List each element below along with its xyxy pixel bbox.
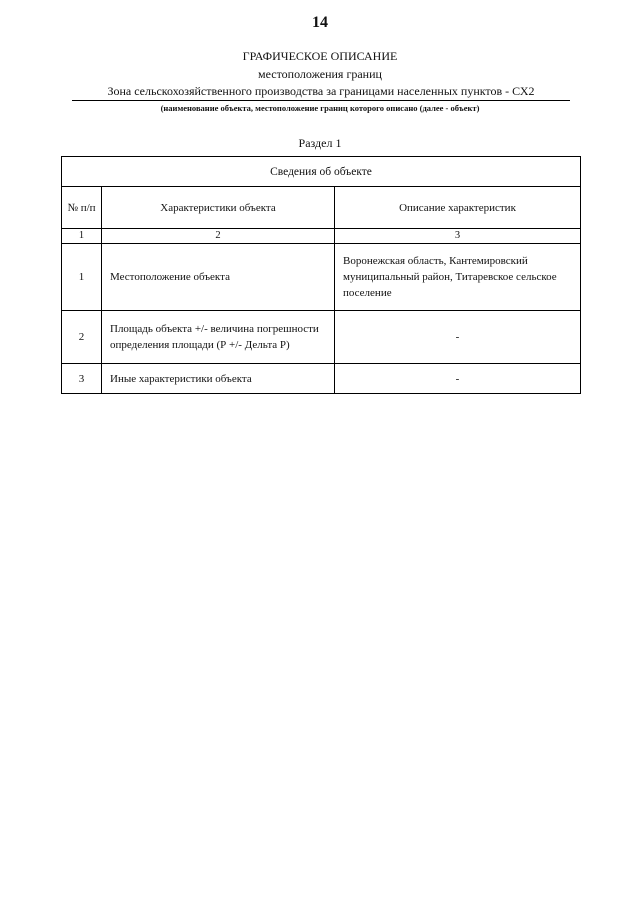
object-name: Зона сельскохозяйственного производства за границами населенных пунктов - СХ2 (72, 84, 570, 101)
row-characteristic: Местоположение объекта (102, 244, 335, 311)
row-description: - (335, 364, 581, 394)
page-number: 14 (312, 14, 328, 31)
table-header-row (62, 187, 581, 229)
column-header-number: № п/п (62, 187, 102, 229)
document-subtitle: местоположения границ (258, 67, 382, 81)
object-info-table (61, 156, 581, 394)
table-title: Сведения об объекте (62, 157, 581, 187)
column-number: 1 (62, 229, 102, 244)
column-header-characteristic: Характеристики объекта (102, 187, 335, 229)
object-name-caption: (наименование объекта, местоположение границ которого описано (далее - объект) (160, 103, 480, 113)
column-number: 3 (335, 229, 581, 244)
column-number: 2 (102, 229, 335, 244)
row-number: 1 (62, 244, 102, 311)
document-title: ГРАФИЧЕСКОЕ ОПИСАНИЕ (242, 49, 398, 63)
row-description: - (335, 311, 581, 364)
table-row (62, 364, 581, 394)
row-number: 3 (62, 364, 102, 394)
column-header-description: Описание характеристик (335, 187, 581, 229)
section-label: Раздел 1 (298, 136, 342, 150)
table-row (62, 244, 581, 311)
table-row (62, 311, 581, 364)
row-description: Воронежская область, Кантемировский муниципальный район, Титаревское сельское поселение (335, 244, 581, 311)
table-title-row (62, 157, 581, 187)
row-characteristic: Иные характеристики объекта (102, 364, 335, 394)
column-number-row (62, 229, 581, 244)
row-number: 2 (62, 311, 102, 364)
row-characteristic: Площадь объекта +/- величина погрешности определения площади (Р +/- Дельта Р) (102, 311, 335, 364)
